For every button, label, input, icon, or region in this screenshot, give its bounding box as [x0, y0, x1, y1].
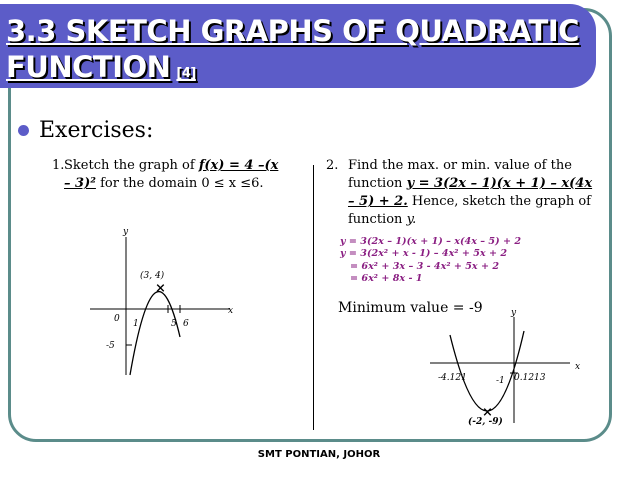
minimum-value-text: Minimum value = -9 — [338, 300, 483, 316]
question-2-number: 2. — [326, 158, 339, 173]
graph2-yint-label: -1 — [496, 376, 505, 386]
q2-line3: Hence, sketch the graph of — [411, 194, 591, 209]
q2-line2a: function — [348, 176, 403, 191]
marks-label: [4] — [176, 66, 196, 81]
q2-function-cont: – 5) + 2. — [348, 194, 408, 209]
q2-line1: Find the max. or min. value of the — [348, 158, 572, 173]
working-line-3: = 6x² + 3x – 3 - 4x² + 5x + 2 — [340, 260, 500, 272]
graph1-tick6-label: 6 — [183, 319, 189, 329]
footer-school: SMT PONTIAN, JOHOR — [257, 449, 381, 460]
graph2-vertex-label: (-2, -9) — [468, 417, 503, 427]
exercises-label: Exercises: — [39, 118, 154, 143]
graph-1 — [90, 225, 250, 385]
q1-text-pre: Sketch the graph of — [64, 158, 195, 173]
graph1-vertex-mark: × — [155, 281, 166, 296]
graph1-x-label: x — [228, 306, 234, 316]
graph2-y-label: y — [511, 308, 517, 318]
q1-function: f(x) = 4 –(x — [198, 158, 279, 173]
working-steps — [340, 236, 521, 286]
bullet-icon — [18, 125, 29, 136]
title-banner — [0, 4, 596, 88]
graph1-origin-label: 0 — [114, 314, 120, 324]
graph1-ym5-label: -5 — [106, 341, 115, 351]
graph1-y-label: y — [123, 227, 129, 237]
slide-title-text: FUNCTION — [6, 50, 171, 84]
graph2-curve — [450, 331, 524, 411]
graph2-vertex-mark: × — [482, 405, 493, 420]
q2-line4b: y. — [406, 212, 417, 227]
q2-function: y = 3(2x – 1)(x + 1) – x(4x — [406, 176, 593, 191]
graph1-vertex-label: (3, 4) — [140, 271, 165, 281]
graph1-tick1-label: 1 — [133, 319, 139, 329]
working-line-4: = 6x² + 8x - 1 — [340, 273, 423, 285]
graph-2 — [430, 305, 590, 430]
exercises-heading — [18, 118, 153, 143]
working-line-1: y = 3(2x – 1)(x + 1) – x(4x – 5) + 2 — [340, 236, 522, 247]
column-divider — [313, 165, 314, 430]
graph2-x-label: x — [575, 362, 581, 372]
graph1-tick5-label: 5 — [171, 319, 177, 329]
slide-title-line1: 3.3 SKETCH GRAPHS OF QUADRATIC — [6, 14, 579, 48]
q1-text-post: for the domain 0 ≤ x ≤6. — [100, 176, 264, 191]
graph2-root2-label: 0.1213 — [514, 373, 546, 383]
slide-title-line2 — [6, 50, 196, 84]
graph1-curve — [130, 292, 180, 375]
q1-function-cont: – 3)² — [64, 176, 96, 191]
graph2-root1-label: -4.121 — [438, 373, 467, 383]
question-1-number: 1. — [52, 158, 65, 173]
q2-line4a: function — [348, 212, 403, 227]
working-line-2: y = 3(2x² + x - 1) – 4x² + 5x + 2 — [340, 248, 508, 260]
